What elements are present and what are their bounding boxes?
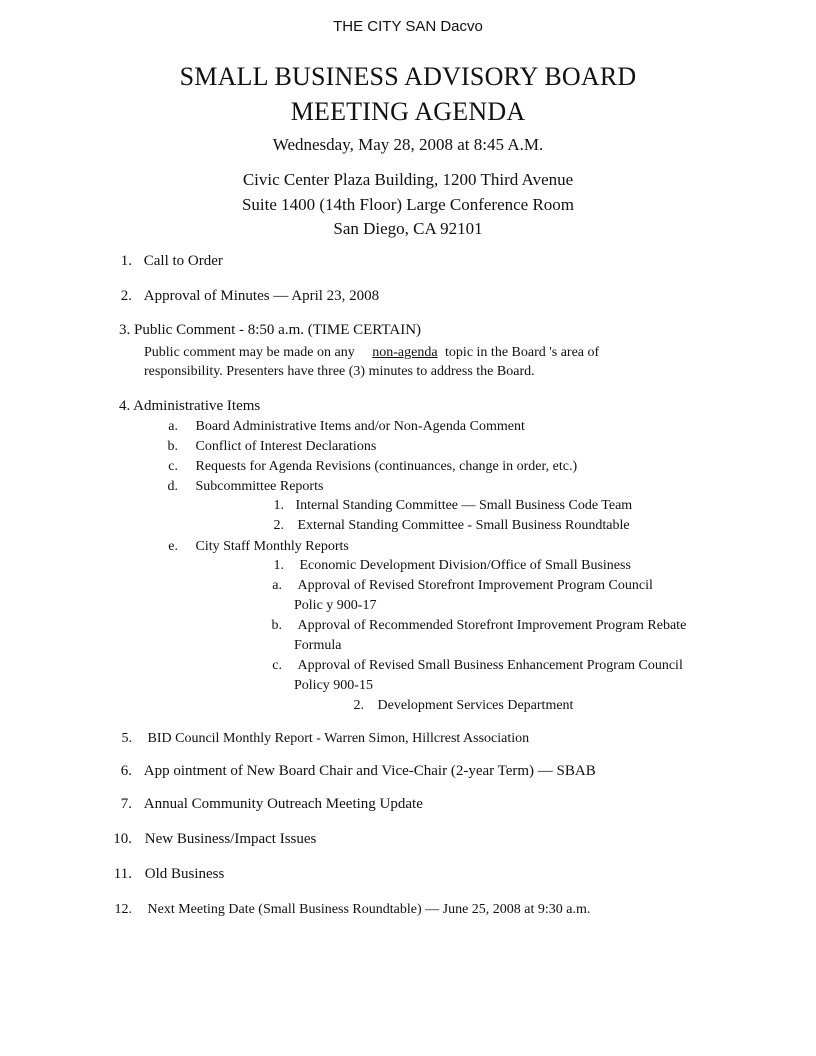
agenda-item-10 (104, 831, 316, 848)
sub-item-4e-1a-cont: Polic y 900-17 (294, 598, 377, 613)
item-number: c. (168, 459, 178, 474)
item-number: 2. (353, 698, 364, 713)
item-number: 2. (273, 518, 284, 533)
sub-item-4e-1b (262, 618, 686, 634)
item-number: 2. (120, 288, 132, 304)
item-text: Approval of Minutes — April 23, 2008 (143, 288, 380, 304)
item-text: Requests for Agenda Revisions (continuances, change in order, etc.) (195, 459, 578, 474)
meeting-date: Wednesday, May 28, 2008 at 8:45 A.M. (272, 135, 544, 154)
item-number: 7. (120, 796, 132, 812)
sub-item-4d-2 (262, 518, 630, 534)
sub-item-4e-1 (262, 558, 631, 574)
item-text: Conflict of Interest Declarations (195, 439, 377, 454)
sub-item-4e-1a (262, 578, 653, 594)
item-number: 1. (120, 253, 132, 269)
item-text: Annual Community Outreach Meeting Update (143, 796, 423, 812)
item-text: Approval of Revised Storefront Improvement Program Council (297, 578, 653, 593)
item-number: c. (272, 658, 282, 673)
item-number: b. (167, 439, 178, 454)
location-line-3: San Diego, CA 92101 (333, 219, 483, 238)
item-text: Subcommittee Reports (195, 479, 324, 494)
description-text: Public comment may be made on any (144, 345, 355, 360)
sub-item-4e (158, 539, 349, 555)
item-number: 1. (273, 558, 284, 573)
item-number: 1. (273, 498, 284, 513)
item-text: Next Meeting Date (Small Business Roundtable) — June 25, 2008 at 9:30 a.m. (147, 902, 591, 917)
item-number: a. (168, 419, 178, 434)
item-text: Internal Standing Committee — Small Business Code Team (295, 498, 633, 513)
item-text: City Staff Monthly Reports (195, 539, 349, 554)
public-comment-description-cont: responsibility. Presenters have three (3) minutes to address the Board. (144, 364, 535, 379)
sub-item-4d (158, 479, 323, 495)
item-text: Approval of Recommended Storefront Improvement Program Rebate (297, 618, 687, 633)
item-text: Development Services Department (377, 698, 574, 713)
description-text: topic in the Board 's area of (445, 345, 600, 360)
item-number: e. (168, 539, 178, 554)
agenda-item-3: 3. Public Comment - 8:50 a.m. (TIME CERTAIN) (119, 322, 422, 338)
item-number: b. (271, 618, 282, 633)
non-agenda-link[interactable]: non-agenda (372, 345, 438, 360)
sub-item-4a (158, 419, 525, 435)
item-text: Economic Development Division/Office of Small Business (299, 558, 631, 573)
agenda-item-12 (104, 902, 590, 918)
sub-item-4e-1c (262, 658, 683, 674)
agenda-item-4: 4. Administrative Items (119, 398, 261, 414)
sub-item-4e-2 (342, 698, 573, 714)
agenda-item-11 (104, 866, 224, 883)
public-comment-description (144, 345, 599, 361)
location-line-1: Civic Center Plaza Building, 1200 Third Avenue (242, 170, 574, 189)
item-number: 12. (114, 902, 132, 917)
agenda-title: SMALL BUSINESS ADVISORY BOARD (179, 62, 637, 91)
item-number: 10. (113, 831, 132, 847)
item-number: d. (167, 479, 178, 494)
agenda-item-1 (104, 253, 223, 270)
agenda-item-5 (104, 731, 529, 747)
item-number: 11. (113, 866, 132, 882)
sub-item-4c (158, 459, 577, 475)
agenda-item-2 (104, 288, 379, 305)
item-text: BID Council Monthly Report - Warren Simon, Hillcrest Association (147, 731, 530, 746)
sub-item-4b (158, 439, 376, 455)
item-text: Old Business (144, 866, 225, 882)
item-text: App ointment of New Board Chair and Vice-Chair (2-year Term) — SBAB (143, 763, 596, 779)
page-header: THE CITY SAN Dacvo (333, 18, 483, 35)
sub-item-4e-1b-cont: Formula (294, 638, 342, 653)
item-number: 5. (121, 731, 132, 746)
item-text: New Business/Impact Issues (144, 831, 317, 847)
item-text: External Standing Committee - Small Business Roundtable (297, 518, 630, 533)
item-number: a. (272, 578, 282, 593)
location-line-2: Suite 1400 (14th Floor) Large Conference Room (241, 195, 575, 214)
item-text: Call to Order (143, 253, 223, 269)
agenda-item-6 (104, 763, 596, 780)
item-number: 6. (120, 763, 132, 779)
sub-item-4d-1 (262, 498, 632, 514)
item-text: Approval of Revised Small Business Enhancement Program Council (297, 658, 683, 673)
agenda-item-7 (104, 796, 423, 813)
agenda-subtitle: MEETING AGENDA (290, 97, 526, 126)
sub-item-4e-1c-cont: Policy 900-15 (294, 678, 373, 693)
item-text: Board Administrative Items and/or Non-Agenda Comment (195, 419, 525, 434)
